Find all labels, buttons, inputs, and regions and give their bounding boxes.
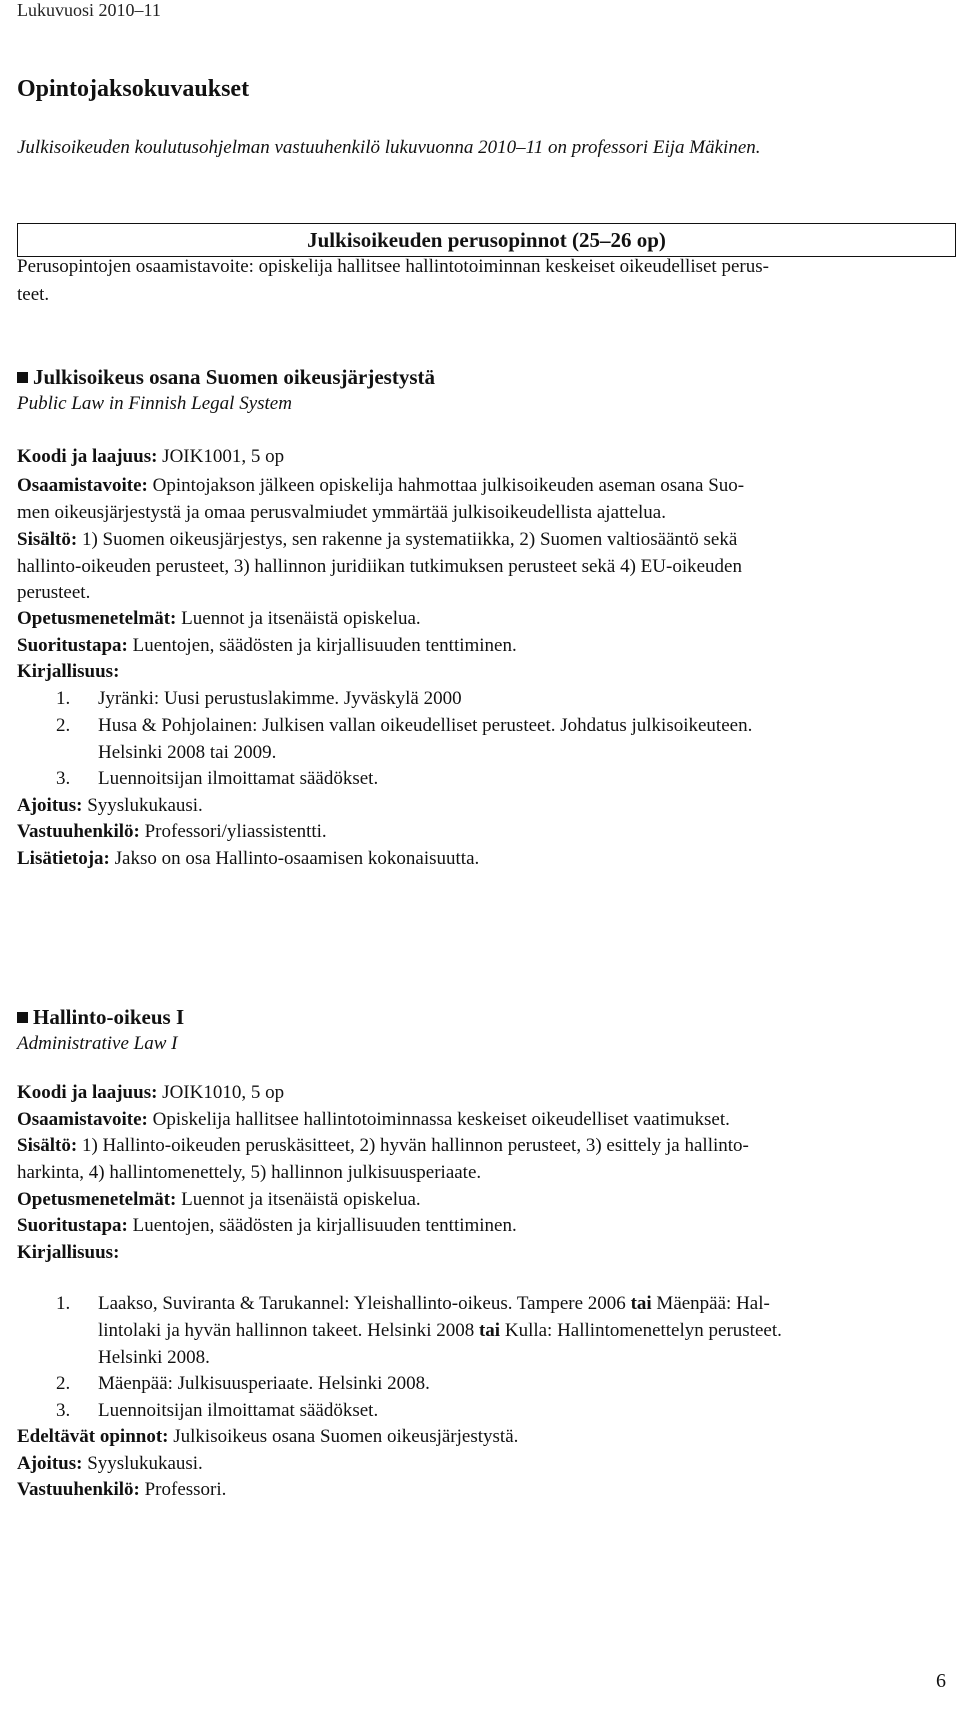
lit-or: tai bbox=[478, 1320, 501, 1341]
content-text: 1) Suomen oikeusjärjestys, sen rakenne ja systematiikka, 2) Suomen valtiosääntö sekä bbox=[77, 529, 738, 550]
code-label: Koodi ja laajuus: bbox=[17, 446, 158, 467]
course2-methods bbox=[17, 1186, 421, 1214]
exam-label: Suoritustapa: bbox=[17, 635, 128, 656]
prereq-value: Julkisoikeus osana Suomen oikeusjärjestystä. bbox=[168, 1426, 519, 1447]
methods-value: Luennot ja itsenäistä opiskelua. bbox=[176, 608, 421, 629]
intro-text: Julkisoikeuden koulutusohjelman vastuuhenkilö lukuvuonna 2010–11 on professori Eija Mäkinen. bbox=[17, 137, 761, 158]
resp-label: Vastuuhenkilö: bbox=[17, 1479, 140, 1500]
timing-label: Ajoitus: bbox=[17, 1453, 83, 1474]
course1-goal-line2: men oikeusjärjestystä ja omaa perusvalmiudet ymmärtää julkisoikeudellista ajattelua. bbox=[17, 502, 666, 523]
list-item: Jyränki: Uusi perustuslakimme. Jyväskylä 2000 bbox=[98, 688, 462, 709]
running-header: Lukuvuosi 2010–11 bbox=[17, 0, 161, 20]
square-bullet-icon bbox=[17, 372, 28, 383]
lit-text: Kulla: Hallintomenettelyn perusteet. bbox=[500, 1320, 782, 1341]
code-label: Koodi ja laajuus: bbox=[17, 1082, 158, 1103]
course1-content-line2: hallinto-oikeuden perusteet, 3) hallinnon juridiikan tutkimuksen perusteet sekä 4) EU-oikeuden bbox=[17, 556, 742, 577]
course1-responsible bbox=[17, 818, 327, 846]
course2-code bbox=[17, 1079, 284, 1107]
course2-title: Hallinto-oikeus I bbox=[33, 1005, 185, 1029]
code-value: JOIK1010, 5 op bbox=[157, 1082, 285, 1103]
timing-label: Ajoitus: bbox=[17, 795, 83, 816]
section-heading-box bbox=[17, 223, 956, 257]
page-title: Opintojaksokuvaukset bbox=[17, 76, 250, 102]
content-label: Sisältö: bbox=[17, 1135, 78, 1156]
list-item: Luennoitsijan ilmoittamat säädökset. bbox=[98, 1400, 379, 1421]
course1-timing bbox=[17, 792, 203, 820]
list-number: 1. bbox=[56, 688, 71, 709]
resp-value: Professori. bbox=[139, 1479, 227, 1500]
methods-label: Opetusmenetelmät: bbox=[17, 608, 177, 629]
course1-goal-line1 bbox=[17, 472, 744, 500]
course1-info bbox=[17, 845, 479, 873]
section-heading: Julkisoikeuden perusopinnot (25–26 op) bbox=[307, 227, 666, 252]
content-text: 1) Hallinto-oikeuden peruskäsitteet, 2) hyvän hallinnon perusteet, 3) esittely ja hallinto- bbox=[77, 1135, 749, 1156]
course1-content-line1 bbox=[17, 526, 737, 554]
timing-value: Syyslukukausi. bbox=[82, 1453, 203, 1474]
course1-content-line3: perusteet. bbox=[17, 582, 91, 603]
timing-value: Syyslukukausi. bbox=[82, 795, 203, 816]
lit-text: Mäenpää: Hal- bbox=[651, 1293, 770, 1314]
info-value: Jakso on osa Hallinto-osaamisen kokonaisuutta. bbox=[109, 848, 480, 869]
list-item-cont bbox=[98, 1317, 782, 1345]
course1-exam bbox=[17, 632, 517, 660]
exam-label: Suoritustapa: bbox=[17, 1215, 128, 1236]
list-item-cont: Helsinki 2008 tai 2009. bbox=[98, 742, 277, 763]
list-number: 3. bbox=[56, 1400, 71, 1421]
course1-heading bbox=[17, 365, 435, 390]
page-number: 6 bbox=[936, 1670, 946, 1692]
lit-text: lintolaki ja hyvän hallinnon takeet. Helsinki 2008 bbox=[98, 1320, 479, 1341]
goal-text: Opintojakson jälkeen opiskelija hahmottaa julkisoikeuden aseman osana Suo- bbox=[147, 475, 745, 496]
list-number: 1. bbox=[56, 1293, 71, 1314]
course2-goal bbox=[17, 1106, 730, 1134]
course2-heading bbox=[17, 1005, 184, 1030]
list-item bbox=[98, 1290, 770, 1318]
content-label: Sisältö: bbox=[17, 529, 78, 550]
list-number: 3. bbox=[56, 768, 71, 789]
goal-text: Opiskelija hallitsee hallintotoiminnassa keskeiset oikeudelliset vaatimukset. bbox=[147, 1109, 730, 1130]
course2-timing bbox=[17, 1450, 203, 1478]
methods-label: Opetusmenetelmät: bbox=[17, 1189, 177, 1210]
lit-or: tai bbox=[630, 1293, 652, 1314]
course1-title: Julkisoikeus osana Suomen oikeusjärjestystä bbox=[33, 365, 435, 389]
resp-label: Vastuuhenkilö: bbox=[17, 821, 140, 842]
course2-lit-label: Kirjallisuus: bbox=[17, 1242, 120, 1263]
square-bullet-icon bbox=[17, 1012, 28, 1023]
exam-value: Luentojen, säädösten ja kirjallisuuden tenttiminen. bbox=[127, 1215, 517, 1236]
course1-code bbox=[17, 443, 284, 471]
resp-value: Professori/yliassistentti. bbox=[139, 821, 327, 842]
goal-label: Osaamistavoite: bbox=[17, 475, 148, 496]
course2-responsible bbox=[17, 1476, 226, 1504]
lit-text: Laakso, Suviranta & Tarukannel: Yleishallinto-oikeus. Tampere 2006 bbox=[98, 1293, 631, 1314]
list-item: Luennoitsijan ilmoittamat säädökset. bbox=[98, 768, 379, 789]
course2-prereq bbox=[17, 1423, 518, 1451]
course1-lit-label: Kirjallisuus: bbox=[17, 661, 120, 682]
section-goal-line2: teet. bbox=[17, 284, 50, 305]
list-item-cont: Helsinki 2008. bbox=[98, 1347, 210, 1368]
info-label: Lisätietoja: bbox=[17, 848, 110, 869]
course1-methods bbox=[17, 605, 421, 633]
list-number: 2. bbox=[56, 1373, 71, 1394]
code-value: JOIK1001, 5 op bbox=[157, 446, 285, 467]
exam-value: Luentojen, säädösten ja kirjallisuuden tenttiminen. bbox=[127, 635, 517, 656]
course2-subtitle: Administrative Law I bbox=[17, 1033, 178, 1054]
list-number: 2. bbox=[56, 715, 71, 736]
course1-subtitle: Public Law in Finnish Legal System bbox=[17, 393, 292, 414]
goal-label: Osaamistavoite: bbox=[17, 1109, 148, 1130]
section-goal-line1: Perusopintojen osaamistavoite: opiskelija hallitsee hallintotoiminnan keskeiset oikeudelliset perus- bbox=[17, 256, 769, 277]
prereq-label: Edeltävät opinnot: bbox=[17, 1426, 169, 1447]
course2-exam bbox=[17, 1212, 517, 1240]
methods-value: Luennot ja itsenäistä opiskelua. bbox=[176, 1189, 421, 1210]
list-item: Husa & Pohjolainen: Julkisen vallan oikeudelliset perusteet. Johdatus julkisoikeuteen. bbox=[98, 715, 753, 736]
course2-content-line1 bbox=[17, 1132, 749, 1160]
list-item: Mäenpää: Julkisuusperiaate. Helsinki 2008. bbox=[98, 1373, 430, 1394]
course2-content-line2: harkinta, 4) hallintomenettely, 5) hallinnon julkisuusperiaate. bbox=[17, 1162, 482, 1183]
